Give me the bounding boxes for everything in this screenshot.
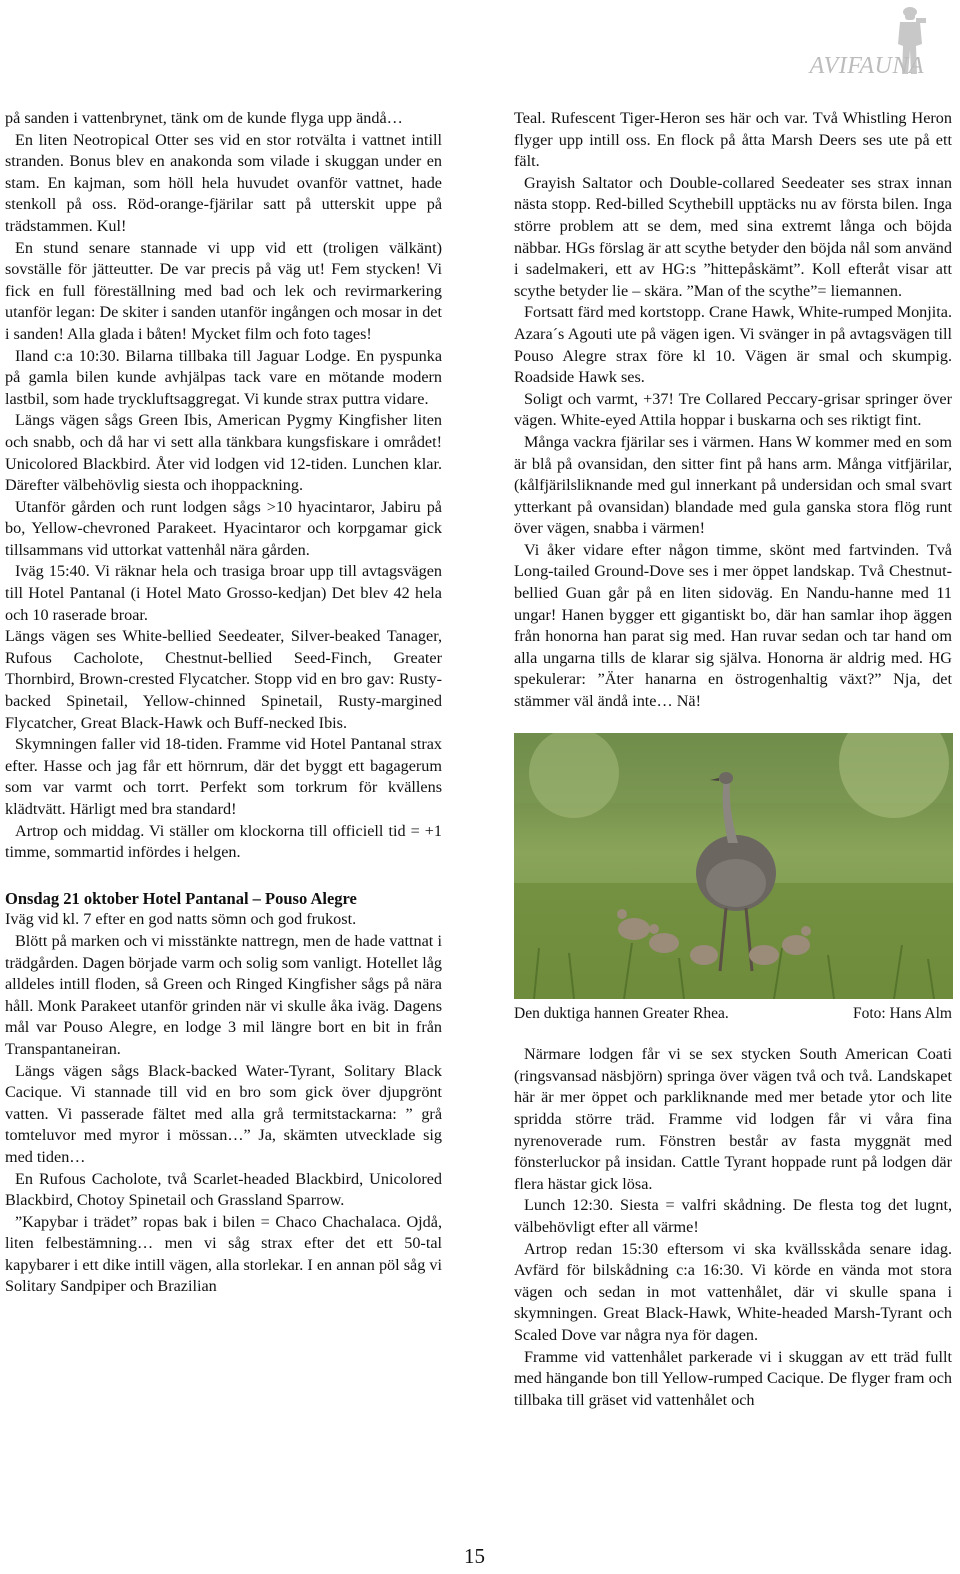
paragraph: Lunch 12:30. Siesta = valfri skådning. De flesta tog det lugnt, välbehövligt efter all värme!	[514, 1196, 952, 1236]
page-number: 15	[464, 1544, 485, 1568]
paragraph: Längs vägen ses White-bellied Seedeater, Silver-beaked Tanager, Rufous Cacholote, Chestnut-bellied Seed-Finch, Greater Thornbird, Brown-crested Flycatcher. Stopp vid en bro gav: Rusty-backed Spinetail, Yellow-chinned Spinetail, Rusty-margined Flycatcher, Great Black-Hawk och Buff-necked Ibis.	[5, 627, 442, 732]
paragraph: Artrop och middag. Vi ställer om klockorna till officiell tid = +1 timme, sommartid infördes i helgen.	[5, 821, 442, 862]
paragraph: Fortsatt färd med kortstopp. Crane Hawk, White-rumped Monjita. Azara´s Agouti ute på vägen igen. Vi svänger in på avtagsvägen till Pouso Alegre strax före kl 10. Vägen är smal och skumpig. Roadside Hawk ses.	[514, 303, 952, 387]
right-column	[514, 108, 952, 1411]
photo-credit: Foto: Hans Alm	[852, 1004, 952, 1022]
paragraph: Många vackra fjärilar ses i värmen. Hans W kommer med en som är blå på ovansidan, den sitter fint på hans arm. Många vitfjärilar, (kålfjärilsliknande med gul innerkant på undersidan och smal svart ytterkant på ovansidan) blandade med gula ganska stora flög runt över vägen, snabba i värmen!	[514, 432, 952, 538]
photo-caption	[514, 1003, 952, 1025]
rhea-with-chicks-image	[514, 733, 953, 999]
paragraph: En stund senare stannade vi upp vid ett (troligen välkänt) sovställe för jätteutter. De var precis på väg ut! Fem stycken! Vi fick en full föreställning med bad och lek och revirmarkering utanför legan: De skiter i sanden utanför ingången och mosar in det i sanden! Alla glada i båten! Mycket film och foto tages!	[5, 238, 442, 343]
paragraph: Artrop redan 15:30 eftersom vi ska kvällsskåda senare idag. Avfärd för bilskådning c:a 16:30. Vi körde en vända mot stora vägen och sedan in mot vattenhålet, där vi skulle spana i skymningen. Great Black-Hawk, White-headed Marsh-Tyrant och Scaled Dove var några nya för dagen.	[514, 1239, 952, 1344]
avifauna-logo	[810, 4, 930, 80]
paragraph: Framme vid vattenhålet parkerade vi i skuggan av ett träd fullt med hängande bon till Yellow-rumped Cacique. De flyger fram och tillbaka till gräset vid vattenhålet och	[514, 1347, 952, 1409]
paragraph: Utanför gården och runt lodgen sågs >10 hyacintaror, Jabiru på bo, Yellow-chevroned Parakeet. Hyacintaror och korpgamar gick tillsammans vid uttorkat vattenhål nära gården.	[5, 497, 442, 559]
paragraph: Skymningen faller vid 18-tiden. Framme vid Hotel Pantanal strax efter. Hasse och jag får ett hörnrum, där det byggt ett bagagerum som var varmt och torrt. Perfekt som torkrum för kvällens klädtvätt. Härligt med bra standard!	[5, 735, 442, 818]
paragraph: En Rufous Cacholote, två Scarlet-headed Blackbird, Unicolored Blackbird, Chotoy Spinetail och Grassland Sparrow.	[5, 1169, 442, 1210]
paragraph: Soligt och varmt, +37! Tre Collared Peccary-grisar springer över vägen. White-eyed Attila hoppar i buskarna och ses riktigt fint.	[514, 389, 952, 430]
paragraph: Grayish Saltator och Double-collared Seedeater ses strax innan nästa stopp. Red-billed Scythebill upptäcks nu av första bilen. Inga större problem att se dem, med sina extremt långa och böjda näbbar. HGs förslag är att scythe betyder den böjda nål som använd i sadelmakeri, ett av HG:s ”hittepåskämt”. Koll efteråt visar att scythe betyder lie – skära. ”Man of the scythe”= liemannen.	[514, 173, 952, 300]
paragraph: Iland c:a 10:30. Bilarna tillbaka till Jaguar Lodge. En pyspunka på gamla bilen kunde avhjälpas tack vare en mötande modern lastbil, som hade tryckluftsaggregat. Vi kunde strax puttra vidare.	[5, 346, 442, 408]
paragraph: Iväg 15:40. Vi räknar hela och trasiga broar upp till avtagsvägen till Hotel Pantanal (i Hotel Mato Grosso-kedjan) Det blev 42 hela och 10 raserade broar.	[5, 562, 442, 624]
paragraph: Längs vägen sågs Green Ibis, American Pygmy Kingfisher liten och snabb, och då har vi sett alla tänkbara kungsfiskare i området! Unicolored Blackbird. Åter vid lodgen vid 12-tiden. Lunchen klar. Därefter välbehövlig siesta och ihoppackning.	[5, 411, 442, 495]
paragraph: Vi åker vidare efter någon timme, skönt med fartvinden. Två Long-tailed Ground-Dove ses i mer öppet landskap. Två Chestnut-bellied Guan går på en liten sidoväg. En Nandu-hanne med 11 ungar! Hanen bygger ett gigantiskt bo, där han samlar ihop äggen från honorna han parat sig med. Han ruvar sedan och tar hand om alla ungarna tills de klarar sig själva. Honorna är aldrig med. HG spekulerar: ”Äter hanarna en östrogenhaltig växt?” Nja, det stämmer väl ändå inte… Nä!	[514, 540, 952, 711]
logo-text: AVIFAUNA	[809, 53, 924, 79]
rhea-photo	[514, 733, 953, 999]
paragraph: Iväg vid kl. 7 efter en god natts sömn och god frukost.	[5, 910, 357, 929]
paragraph: En liten Neotropical Otter ses vid en stor rotvälta i vattnet intill stranden. Bonus blev en anakonda som vilade i skuggan under en stam. En kajman, som höll hela huvudet ovanför vattnet, hade stenkoll på oss. Röd-orange-fjärilar satt på utterskit uppe på trädstammen. Kul!	[5, 130, 442, 235]
paragraph: på sanden i vattenbrynet, tänk om de kunde flyga upp ändå…	[5, 109, 403, 127]
caption-text: Den duktiga hannen Greater Rhea.	[514, 1004, 729, 1022]
left-column	[5, 108, 442, 1298]
paragraph: Längs vägen sågs Black-backed Water-Tyrant, Solitary Black Cacique. Vi stannade till vid en bro som gick över djupgrönt vatten. Vi passerade fältet med alla grå termitstackarna: ” grå tomteluvor med myror i mössan…” Ja, skämten utvecklade sig med tiden…	[5, 1061, 442, 1166]
paragraph: Närmare lodgen får vi se sex stycken South American Coati (ringsvansad näsbjörn) springa över vägen två och två. Landskapet här är mer öppet och parkliknande med mer betade ytor och lite spridda större träd. Framme vid lodgen får vi våra fina nyrenoverade rum. Fönstren består av fasta myggnät med fönsterluckor på insidan. Cattle Tyrant hoppade runt på lodgen där flera hästar gick lösa.	[514, 1045, 952, 1193]
paragraph: Blött på marken och vi misstänkte nattregn, men de hade vattnat i trädgården. Dagen började varm och solig som vanligt. Hotellet låg alldeles intill floden, så Green och Ringed Kingfisher sågs på nära håll. Monk Parakeet utanför grinden när vi skulle åka iväg. Dagens mål var Pouso Alegre, en lodge 3 mil längre bort en bit in från Transpantaneiran.	[5, 931, 442, 1058]
section-heading: Onsdag 21 oktober Hotel Pantanal – Pouso Alegre	[5, 888, 357, 908]
paragraph: ”Kapybar i trädet” ropas bak i bilen = Chaco Chachalaca. Ojdå, liten felbestämning… men vi såg strax efter det ett 50-tal kapybarer i ett dike intill vägen, alla storlekar. I en annan pöl såg vi Solitary Sandpiper och Brazilian	[5, 1212, 442, 1296]
paragraph: Teal. Rufescent Tiger-Heron ses här och var. Två Whistling Heron flyger upp intill oss. En flock på åtta Marsh Deers ses ute på ett fält.	[514, 109, 952, 171]
